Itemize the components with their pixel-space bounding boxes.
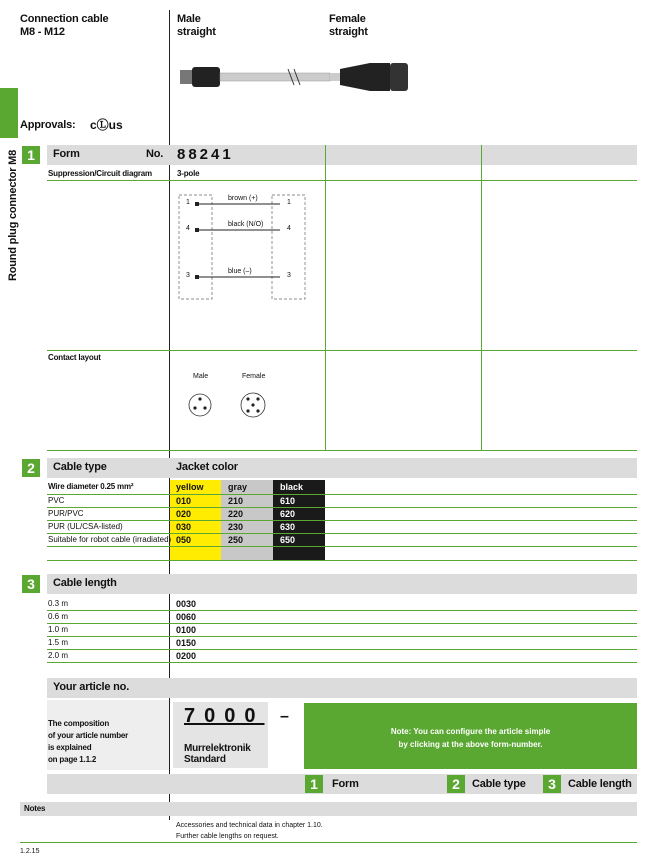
divider (47, 450, 637, 451)
length-code: 0100 (176, 625, 197, 635)
legend-number: 2 (447, 775, 465, 793)
color-black: black (280, 482, 304, 492)
article-label: Your article no. (53, 681, 130, 693)
form-label: Form (53, 148, 80, 160)
divider (325, 145, 326, 450)
legend-number: 3 (543, 775, 561, 793)
length-label: 1.0 m (48, 625, 69, 634)
brand-line: Standard (184, 754, 226, 765)
length-label: 0.6 m (48, 612, 69, 621)
notes-line: Accessories and technical data in chapter 1.10. (176, 822, 323, 829)
composition-line: is explained (48, 743, 92, 752)
length-label: 0.3 m (48, 599, 69, 608)
article-dash: – (280, 708, 289, 725)
code-cell: 230 (228, 522, 244, 532)
color-gray: gray (228, 482, 248, 492)
legend-number: 1 (305, 775, 323, 793)
footer-line (20, 842, 637, 843)
suppression-label: Suppression/Circuit diagram (48, 169, 152, 178)
section-2-number: 2 (22, 459, 40, 477)
notes-bar (20, 802, 637, 816)
cable-row-label: PVC (48, 496, 65, 505)
notes-line: Further cable lengths on request. (176, 833, 279, 840)
length-code: 0030 (176, 599, 197, 609)
ul-mark: cⓁus (90, 118, 123, 132)
length-label: 2.0 m (48, 651, 69, 660)
divider (47, 649, 637, 650)
code-cell: 030 (176, 522, 192, 532)
legend-label: Cable length (568, 778, 632, 790)
title-line-1: Connection cable (20, 13, 109, 25)
legend-label: Form (332, 778, 359, 790)
wire-diameter-label: Wire diameter 0.25 mm² (48, 482, 134, 491)
pin-4-female: 4 (287, 225, 291, 232)
form-bar (47, 145, 637, 165)
divider (47, 623, 637, 624)
code-cell: 010 (176, 496, 192, 506)
brand-text (184, 743, 251, 765)
section-1-number: 1 (22, 146, 40, 164)
cable-row-label: Suitable for robot cable (irradiated) (48, 535, 172, 544)
divider (47, 560, 637, 561)
cable-row-label: PUR (UL/CSA-listed) (48, 522, 123, 531)
composition-line: The composition (48, 719, 110, 728)
code-cell: 220 (228, 509, 244, 519)
title (20, 13, 108, 39)
male-header (177, 13, 216, 39)
length-code: 0150 (176, 638, 197, 648)
male-contact-label: Male (193, 373, 209, 380)
code-cell: 050 (176, 535, 192, 545)
cable-type-bar (47, 458, 637, 478)
article-prefix: 7000 (184, 705, 265, 727)
code-cell: 650 (280, 535, 296, 545)
divider (47, 662, 637, 663)
divider (47, 350, 637, 351)
female-label: Female (329, 13, 366, 25)
cable-row-label: PUR/PVC (48, 509, 84, 518)
column-divider (169, 10, 170, 820)
page-number: 1.2.15 (20, 848, 40, 855)
cable-type-label: Cable type (53, 461, 107, 473)
pin-3-male: 3 (186, 272, 190, 279)
wire-blue-label: blue (–) (228, 268, 252, 275)
pin-4-male: 4 (186, 225, 190, 232)
female-sub: straight (329, 26, 368, 38)
divider (47, 507, 637, 508)
composition-line: on page 1.1.2 (48, 755, 97, 764)
code-cell: 210 (228, 496, 244, 506)
no-label: No. (146, 148, 164, 160)
male-sub: straight (177, 26, 216, 38)
code-cell: 620 (280, 509, 296, 519)
code-cell: 250 (228, 535, 244, 545)
divider (47, 520, 637, 521)
length-code: 0200 (176, 651, 197, 661)
composition-line: of your article number (48, 731, 129, 740)
jacket-color-label: Jacket color (176, 461, 238, 473)
color-yellow: yellow (176, 482, 204, 492)
length-label: 1.5 m (48, 638, 69, 647)
cable-length-bar (47, 574, 637, 594)
code-cell: 630 (280, 522, 296, 532)
pole-label: 3-pole (177, 169, 200, 178)
note-line: by clicking at the above form-number. (398, 740, 543, 749)
wire-brown-label: brown (+) (228, 195, 258, 202)
female-header (329, 13, 368, 39)
composition-text (48, 718, 128, 766)
divider (47, 494, 637, 495)
divider (47, 180, 637, 181)
legend-label: Cable type (472, 778, 526, 790)
form-number-link[interactable]: 88241 (177, 146, 234, 163)
sidebar-label: Round plug connector M8 (7, 149, 19, 281)
brand-line: Murrelektronik (184, 743, 251, 754)
section-3-number: 3 (22, 575, 40, 593)
length-code: 0060 (176, 612, 197, 622)
divider (47, 636, 637, 637)
note-line: Note: You can configure the article simple (390, 727, 551, 736)
approvals-label: Approvals: (20, 119, 76, 131)
cable-image (180, 55, 420, 100)
pin-1-male: 1 (186, 199, 190, 206)
pin-1-female: 1 (287, 199, 291, 206)
male-label: Male (177, 13, 201, 25)
pin-3-female: 3 (287, 272, 291, 279)
female-contact-label: Female (242, 373, 266, 380)
notes-label: Notes (24, 804, 46, 813)
title-line-2: M8 - M12 (20, 26, 65, 38)
contact-layout-label: Contact layout (48, 353, 101, 362)
cable-length-label: Cable length (53, 577, 117, 589)
code-cell: 020 (176, 509, 192, 519)
divider (47, 610, 637, 611)
article-bar (47, 678, 637, 698)
note-box (304, 703, 637, 769)
divider (481, 145, 482, 450)
code-cell: 610 (280, 496, 296, 506)
contact-layout-diagram (180, 385, 280, 425)
wire-black-label: black (N/O) (228, 221, 264, 228)
divider (47, 546, 637, 547)
circuit-diagram (176, 192, 306, 302)
notes-text (176, 820, 323, 842)
